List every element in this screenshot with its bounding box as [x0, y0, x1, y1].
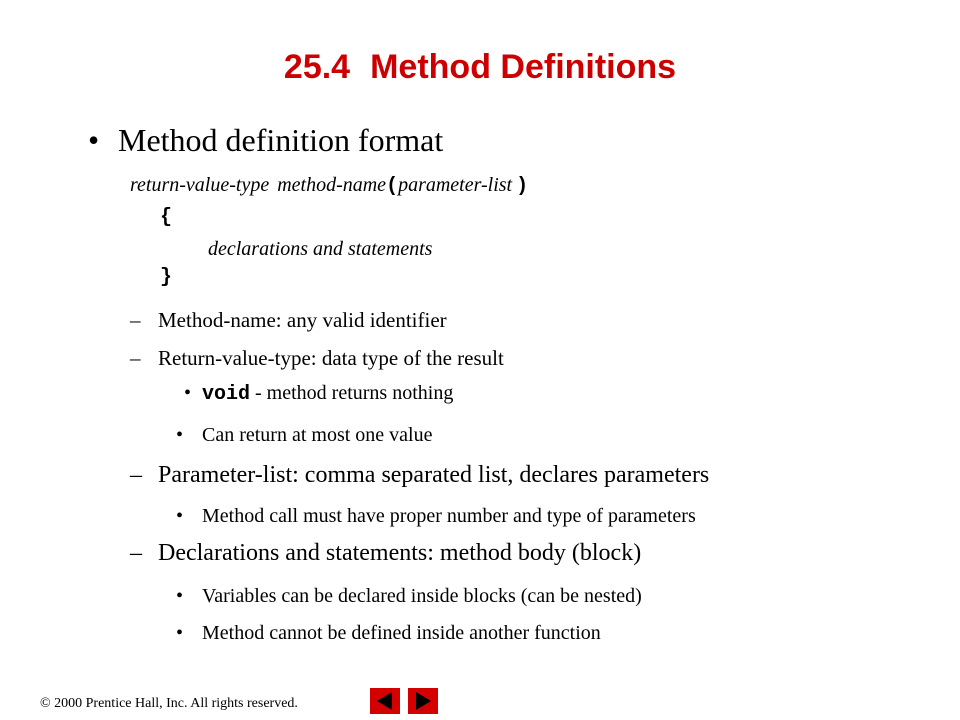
- format-close-brace: }: [160, 266, 173, 289]
- dash-item-text: Return-value-type: data type of the result: [158, 346, 504, 370]
- dash-item-method-name: [130, 308, 447, 333]
- bullet-icon: •: [176, 622, 184, 644]
- sub-item-void: [184, 382, 453, 406]
- main-bullet-text: Method definition format: [118, 122, 444, 158]
- bullet-icon: •: [176, 424, 184, 446]
- sub-item-text: Can return at most one value: [202, 424, 433, 446]
- slide-title: [0, 48, 960, 87]
- sub-item-text: Variables can be declared inside blocks (can be nested): [202, 585, 642, 607]
- dash-item-text: Parameter-list: comma separated list, declares parameters: [158, 462, 710, 488]
- dash-item-text: Declarations and statements: method body (block): [158, 540, 642, 566]
- main-bullet-item: [88, 122, 443, 159]
- dash-item-declarations: [130, 540, 641, 567]
- copyright-footer: © 2000 Prentice Hall, Inc. All rights reserved.: [40, 696, 298, 711]
- format-return-type: return-value-type: [130, 174, 270, 196]
- right-arrow-icon: [408, 688, 438, 714]
- format-method-name: method-name: [277, 174, 387, 196]
- format-param-list: parameter-list: [398, 174, 513, 196]
- sub-item-text: Method cannot be defined inside another function: [202, 622, 601, 644]
- dash-item-return-type: [130, 346, 504, 371]
- dash-icon: –: [130, 540, 142, 566]
- sub-item-method-call: [176, 505, 696, 528]
- sub-item-return-one: [176, 424, 433, 447]
- dash-item-parameter-list: [130, 462, 709, 489]
- left-arrow-icon: [370, 688, 400, 714]
- title-number: 25.4: [283, 48, 351, 86]
- bullet-icon: •: [176, 585, 184, 607]
- next-slide-button[interactable]: [408, 688, 438, 714]
- title-text: Method Definitions: [370, 48, 677, 86]
- bullet-icon: •: [184, 382, 192, 404]
- format-signature: [130, 174, 528, 198]
- sub-item-text: Method call must have proper number and type of parameters: [202, 505, 696, 527]
- format-open-paren: (: [386, 175, 399, 198]
- void-description: - method returns nothing: [250, 382, 454, 404]
- format-open-brace: {: [160, 206, 173, 229]
- sub-item-nested-function: [176, 622, 601, 645]
- dash-icon: –: [130, 346, 141, 370]
- void-keyword: void: [202, 383, 251, 406]
- dash-icon: –: [130, 308, 141, 332]
- dash-item-text: Method-name: any valid identifier: [158, 308, 447, 332]
- format-close-paren: ): [516, 175, 529, 198]
- dash-icon: –: [130, 462, 142, 488]
- bullet-icon: •: [88, 122, 100, 158]
- previous-slide-button[interactable]: [370, 688, 400, 714]
- bullet-icon: •: [176, 505, 184, 527]
- format-body: declarations and statements: [208, 238, 433, 260]
- sub-item-variables: [176, 585, 642, 608]
